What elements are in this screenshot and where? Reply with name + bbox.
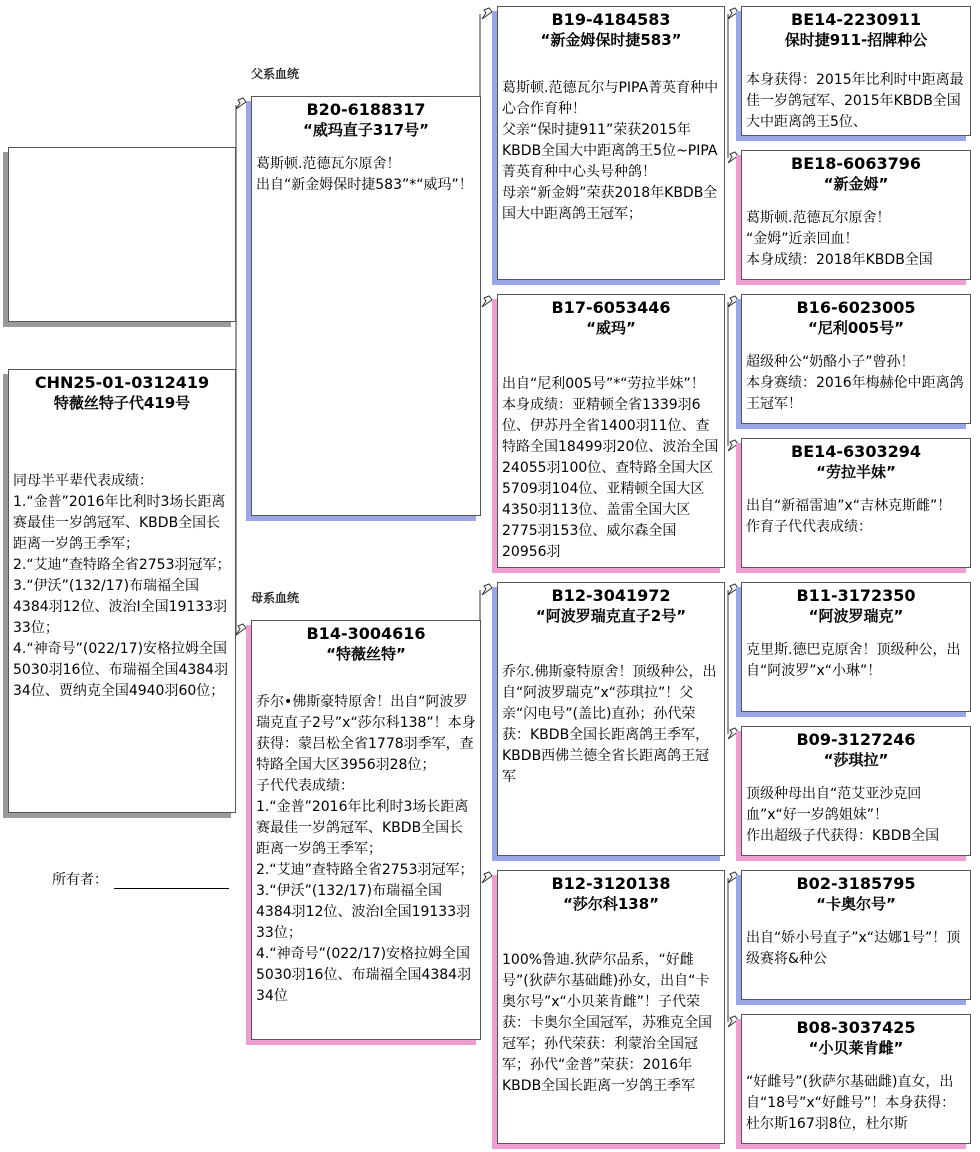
pin-icon [480, 583, 494, 597]
pin-icon [480, 295, 494, 309]
description: 同母半平辈代表成绩： 1.“金普”2016年比利时3场长距离赛最佳一岁鸽冠军、KBDB全国长距离一岁鸽王季军； 2.“艾迪”查特路全省2753羽冠军； 3.“伊沃”(132/17)布瑞福全国4384羽12位、波治I全国19133羽33位； 4.“神奇号”(022/17)安格拉姆全国5030羽16位、布瑞福全国4384羽34位、贾纳克全国4940羽60位； [13, 473, 231, 699]
pigeon-name: 特薇丝特子代419号 [53, 394, 191, 412]
ring-number: B02-3185795 [796, 874, 916, 893]
pin-icon [480, 871, 494, 885]
ring-number: B19-4184583 [551, 10, 671, 29]
great-grandparent-card [741, 870, 971, 1000]
ring-number: B12-3041972 [551, 586, 671, 605]
great-grandparent-card [741, 294, 971, 424]
ring-number: BE18-6063796 [791, 154, 921, 173]
description: 超级种公“奶酪小子”曾孙！ 本身赛绩：2016年梅赫伦中距离鸽王冠军！ [746, 354, 964, 412]
description: 葛斯顿.范德瓦尔与PIPA菁英育种中心合作育种！ 父亲“保时捷911”荣获2015年KBDB全国大中距离鸽王5位~PIPA菁英育种中心头号种鸽！ 母亲“新金姆”荣获2018年KBDB全国大中距离鸽王冠军； [502, 80, 719, 222]
description: 乔尔.佛斯豪特原舍！顶级种公，出自“阿波罗瑞克”x“莎琪拉”！父亲“闪电号”(盖比)直孙；孙代荣获：KBDB全国长距离鸽王季军，KBDB西佛兰德全省长距离鸽王冠军 [502, 664, 717, 785]
owner-blank [114, 874, 229, 889]
pin-icon [726, 7, 740, 21]
ring-number: B14-3004616 [306, 624, 426, 643]
description: 出自“尼利005号”*“劳拉半妹”！ 本身成绩：亚精顿全省1339羽6位、伊苏丹全省1400羽11位、查特路全国18499羽20位、波治全国24055羽100位、查特路全国大区5709羽104位、亚精顿全国大区4350羽113位、盖雷全国大区2775羽153位、威尔森全国20956羽 [502, 376, 719, 560]
description: “好雌号”(狄萨尔基础雌)直女，出自“18号”x“好雌号”！本身获得：杜尔斯167羽8位，杜尔斯 [746, 1074, 956, 1132]
description: 出自“新福雷迪”x“吉林克斯雌”！ 作育子代代表成绩： [746, 498, 952, 535]
pin-icon [726, 583, 740, 597]
pin-icon [726, 871, 740, 885]
description: 葛斯顿.范德瓦尔原舍！ 出自“新金姆保时捷583”*“威玛”！ [256, 156, 473, 193]
pin-icon [726, 151, 740, 165]
dam-line-label: 母系血统 [251, 591, 300, 605]
ring-number: B11-3172350 [796, 586, 916, 605]
description: 葛斯顿.范德瓦尔原舍！ “金姆”近亲回血！ 本身成绩：2018年KBDB全国 [746, 210, 933, 268]
pigeon-name: “莎琪拉” [823, 751, 889, 769]
pin-icon [726, 1015, 740, 1029]
sire-card [251, 96, 481, 516]
grandsire-paternal-card [497, 6, 725, 280]
granddam-paternal-card [497, 294, 725, 568]
pigeon-name: “新金姆保时捷583” [540, 31, 682, 49]
grandsire-maternal-card [497, 582, 725, 856]
pigeon-name: “新金姆” [823, 175, 889, 193]
pin-icon [726, 439, 740, 453]
pin-icon [234, 623, 248, 637]
pigeon-name: “阿波罗瑞克” [808, 607, 904, 625]
great-grandparent-card [741, 150, 971, 280]
pigeon-name: “威玛” [586, 319, 636, 337]
great-grandparent-card [741, 1014, 971, 1144]
ring-number: B12-3120138 [551, 874, 671, 893]
ring-number: B16-6023005 [796, 298, 916, 317]
pigeon-name: “小贝莱肯雌” [808, 1039, 904, 1057]
ring-number: B08-3037425 [796, 1018, 916, 1037]
pin-icon [480, 7, 494, 21]
owner-field [52, 869, 229, 889]
great-grandparent-card [741, 726, 971, 856]
description: 乔尔•佛斯豪特原舍！出自“阿波罗瑞克直子2号”x“莎尔科138”！本身获得：蒙吕松全省1778羽季军，查特路全国大区3956羽28位； 子代代表成绩： 1.“金普”2016年比利时3场长距离赛最佳一岁鸽冠军、KBDB全国长距离一岁鸽王季军； 2.“艾迪”查特路全省2753羽冠军； 3.“伊沃”(132/17)布瑞福全国4384羽12位、波治I全国19133羽33位； 4.“神奇号”(022/17)安格拉姆全国5030羽16位、布瑞福全国4384羽34位 [256, 694, 476, 1004]
great-grandparent-card [741, 438, 971, 568]
dam-card [251, 620, 481, 1040]
great-grandparent-card [741, 582, 971, 712]
pigeon-name: “威玛直子317号” [302, 121, 430, 139]
pigeon-name: “劳拉半妹” [816, 463, 896, 481]
pigeon-name: “特薇丝特” [326, 645, 406, 663]
description: 本身获得：2015年比利时中距离最佳一岁鸽冠军、2015年KBDB全国大中距离鸽王5位、 [746, 72, 964, 130]
pigeon-name: “尼利005号” [807, 319, 905, 337]
ring-number: BE14-2230911 [791, 10, 921, 29]
description: 顶级种母出自“范艾亚沙克回血”x“好一岁鸽姐妹”！ 作出超级子代获得：KBDB全国 [746, 786, 940, 844]
ring-number: B20-6188317 [306, 100, 426, 119]
pin-icon [726, 295, 740, 309]
description: 克里斯.德巴克原舍！顶级种公，出自“阿波罗”x“小琳”！ [746, 642, 961, 679]
pigeon-name: “莎尔科138” [562, 895, 660, 913]
pigeon-name: “阿波罗瑞克直子2号” [535, 607, 687, 625]
ring-number: CHN25-01-0312419 [34, 373, 210, 392]
pin-icon [726, 727, 740, 741]
ring-number: B09-3127246 [796, 730, 916, 749]
ring-number: BE14-6303294 [791, 442, 921, 461]
pin-icon [234, 97, 248, 111]
owner-label: 所有者： [52, 872, 108, 888]
photo-placeholder [8, 147, 236, 322]
subject-card [8, 369, 236, 813]
granddam-maternal-card [497, 870, 725, 1144]
great-grandparent-card [741, 6, 971, 136]
pigeon-name: 保时捷911-招牌种公 [784, 31, 928, 49]
sire-line-label: 父系血统 [251, 67, 300, 81]
description: 出自“娇小号直子”x“达娜1号”！顶级赛将&种公 [746, 930, 961, 967]
pigeon-name: “卡奥尔号” [816, 895, 896, 913]
description: 100%鲁迪.狄萨尔品系，“好雌号”(狄萨尔基础雌)孙女，出自“卡奥尔号”x“小贝莱肯雌”！子代荣获：卡奥尔全国冠军，苏雅克全国冠军；孙代荣获：利蒙治全国冠军；孙代“金普”荣获：2016年KBDB全国长距离一岁鸽王季军 [502, 952, 712, 1094]
ring-number: B17-6053446 [551, 298, 671, 317]
